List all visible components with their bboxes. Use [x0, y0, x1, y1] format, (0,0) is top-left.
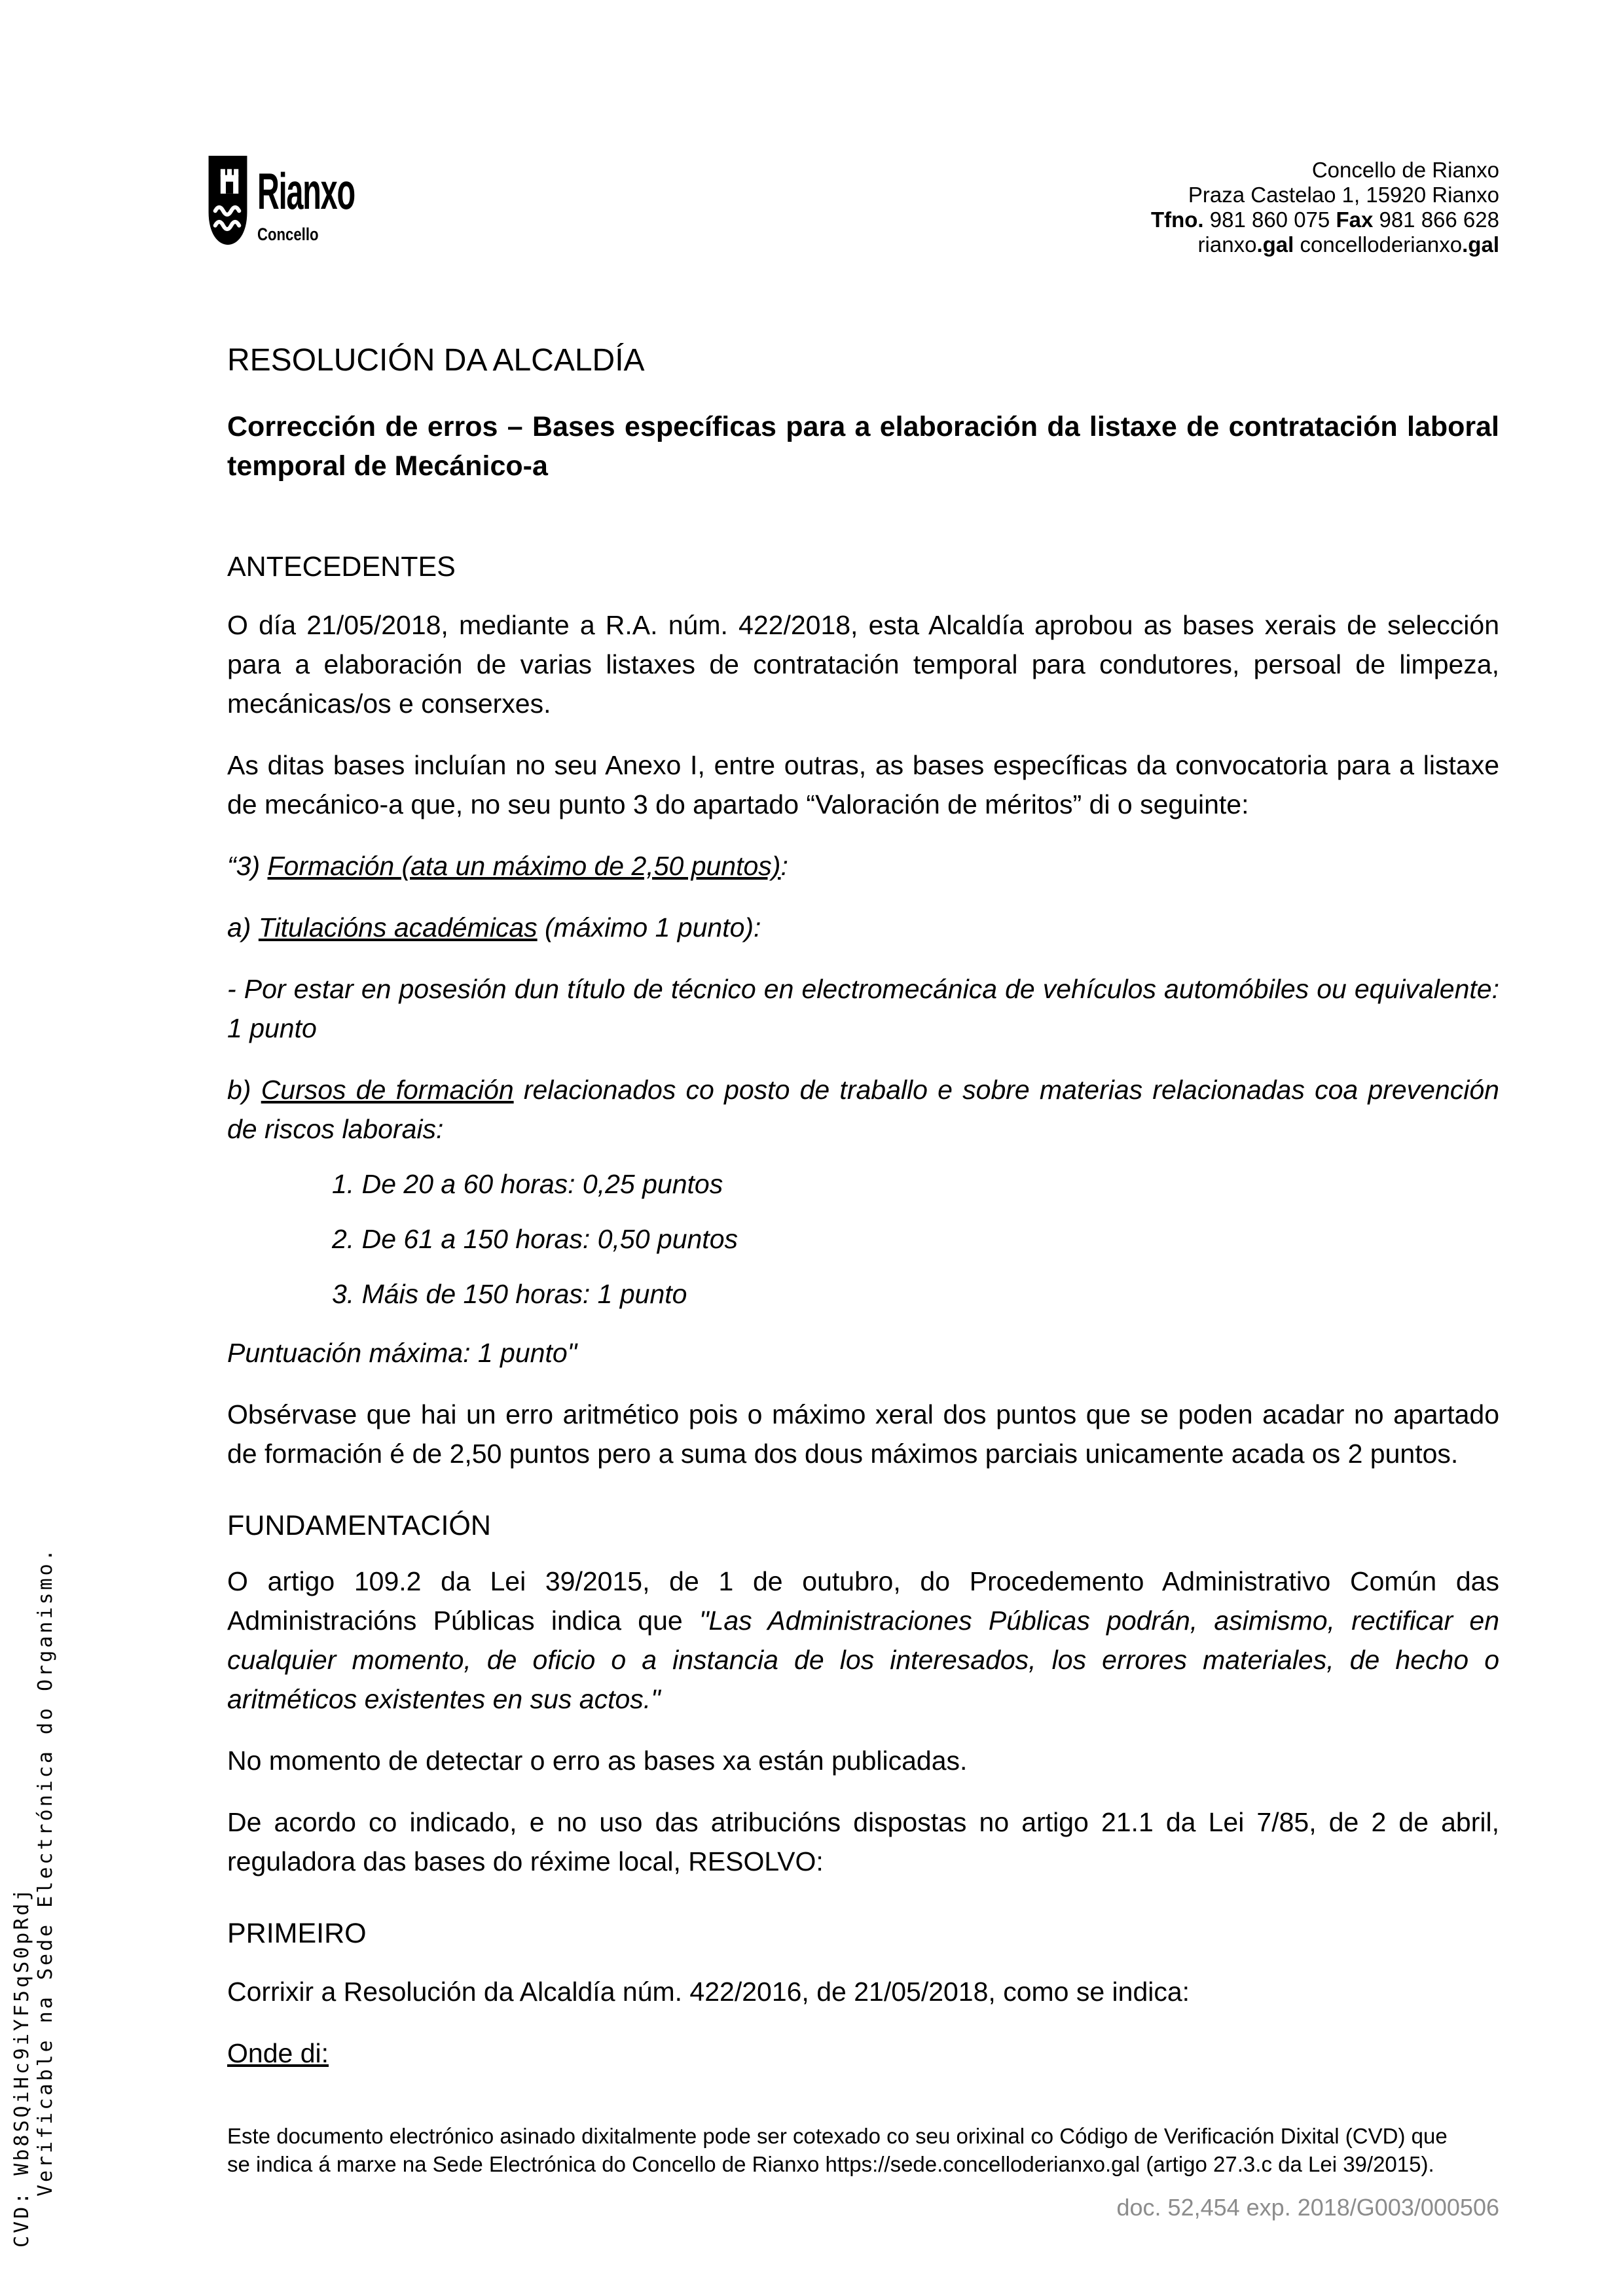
- onde-di-heading: Onde di:: [227, 2038, 329, 2068]
- point-3-prefix: “3): [227, 851, 268, 881]
- document-header: [227, 155, 1499, 257]
- point-a-suffix: (máximo 1 punto):: [537, 912, 761, 942]
- point-a-underlined: Titulacións académicas: [258, 912, 538, 942]
- logo-text-block: [257, 162, 420, 245]
- page-title: RESOLUCIÓN DA ALCALDÍA: [227, 343, 645, 378]
- merits-list-item-1: 1. De 20 a 60 horas: 0,25 puntos: [332, 1169, 723, 1199]
- merits-list-item-3: 3. Máis de 150 horas: 1 punto: [332, 1279, 687, 1309]
- point-b-suffix: relacionados co posto de traballo e sobre materias relacionadas coa prevención de riscos laborais:: [227, 1075, 1499, 1144]
- contact-web-line: [1151, 232, 1499, 257]
- contact-phone-line: [1151, 207, 1499, 232]
- paragraph-antecedentes-2: As ditas bases incluían no seu Anexo I, entre outras, as bases específicas da convocatoria para a listaxe de mecánico-a que, no seu punto 3 do apartado “Valoración de méritos” di o seguinte:: [227, 750, 1499, 819]
- phone-number: 981 860 075: [1203, 207, 1336, 232]
- rianxo-logo: [208, 155, 420, 245]
- phone-label: Tfno.: [1150, 207, 1204, 232]
- point-b-heading: [227, 1070, 1499, 1149]
- max-score-line: Puntuación máxima: 1 punto": [227, 1338, 577, 1368]
- paragraph-resolvo: De acordo co indicado, e no uso das atribucións dispostas no artigo 21.1 da Lei 7/85, de 2 de abril, reguladora das bases do réxime local, RESOLVO:: [227, 1807, 1499, 1876]
- web1-tld: .gal: [1256, 232, 1294, 257]
- document-content: [227, 0, 1499, 2073]
- logo-subtitle: Concello: [257, 224, 319, 244]
- paragraph-observation: Obsérvase que hai un erro aritmético pois o máximo xeral dos puntos que se poden acadar no apartado de formación é de 2,50 puntos pero a suma dos dous máximos parciais unicamente acada os 2 puntos.: [227, 1399, 1499, 1469]
- point-3-heading: [227, 846, 1499, 886]
- paragraph-legal: [227, 1562, 1499, 1719]
- antecedentes-heading: ANTECEDENTES: [227, 551, 456, 583]
- logo-name: Rianxo: [257, 162, 355, 220]
- legal-prefix: O artigo 109.2 da Lei 39/2015, de 1 de outubro, do Procedemento Administrativo Común das Administracións Públicas indica que: [227, 1566, 1499, 1636]
- verification-vertical-text: Verificable na Sede Electrónica do Organismo.: [34, 1547, 57, 2197]
- fax-number: 981 866 628: [1373, 207, 1499, 232]
- contact-block: [1151, 158, 1499, 257]
- web2-name: concelloderianxo: [1294, 232, 1463, 257]
- subject-heading: Corrección de erros – Bases específicas para a elaboración da listaxe de contratación laboral temporal de Mecánico-a: [227, 411, 1499, 482]
- paragraph-detected: No momento de detectar o erro as bases xa están publicadas.: [227, 1746, 968, 1776]
- point-a-prefix: a): [227, 912, 259, 942]
- web2-tld: .gal: [1462, 232, 1499, 257]
- web1-name: rianxo: [1197, 232, 1257, 257]
- merits-list-item-2: 2. De 61 a 150 horas: 0,50 puntos: [332, 1224, 739, 1254]
- fax-label: Fax: [1336, 207, 1374, 232]
- point-b-prefix: b): [227, 1075, 261, 1105]
- primeiro-heading: PRIMEIRO: [227, 1918, 367, 1949]
- fundamentacion-heading: FUNDAMENTACIÓN: [227, 1510, 491, 1541]
- contact-address-line: Praza Castelao 1, 15920 Rianxo: [1188, 183, 1499, 207]
- point-a-heading: [227, 908, 1499, 947]
- point-3-underlined: Formación (ata un máximo de 2,50 puntos): [267, 851, 781, 881]
- doc-reference: doc. 52,454 exp. 2018/G003/000506: [1116, 2194, 1499, 2221]
- legal-quote: "Las Administraciones Públicas podrán, asimismo, rectificar en cualquier momento, de oficio o a instancia de los interesados, los errores materiales, de hecho o aritméticos existentes en sus actos.": [227, 1605, 1500, 1714]
- paragraph-corrixir: Corrixir a Resolución da Alcaldía núm. 422/2016, de 21/05/2018, como se indica:: [227, 1977, 1190, 2007]
- point-3-suffix: :: [780, 851, 788, 881]
- contact-org-line: Concello de Rianxo: [1311, 158, 1499, 182]
- cvd-code-vertical-text: CVD: Wb8SQiHc9iYF5qS0pRdj: [10, 1886, 33, 2248]
- point-b-underlined: Cursos de formación: [261, 1075, 514, 1105]
- point-a-text: - Por estar en posesión dun título de técnico en electromecánica de vehículos automóbiles ou equivalente: 1 punto: [227, 974, 1499, 1043]
- paragraph-antecedentes-1: O día 21/05/2018, mediante a R.A. núm. 422/2018, esta Alcaldía aprobou as bases xerais de selección para a elaboración de varias listaxes de contratación temporal para condutores, persoal de limpeza, mecánicas/os e conserxes.: [227, 610, 1499, 719]
- footer-smallprint: Este documento electrónico asinado dixitalmente pode ser cotexado co seu orixinal co Código de Verificación Dixital (CVD) que se indica á marxe na Sede Electrónica do Concello de Rianxo https://sede.concelloderianxo.gal (artigo 27.3.c da Lei 39/2015).: [227, 2124, 1448, 2176]
- rianxo-shield-icon: [208, 155, 248, 245]
